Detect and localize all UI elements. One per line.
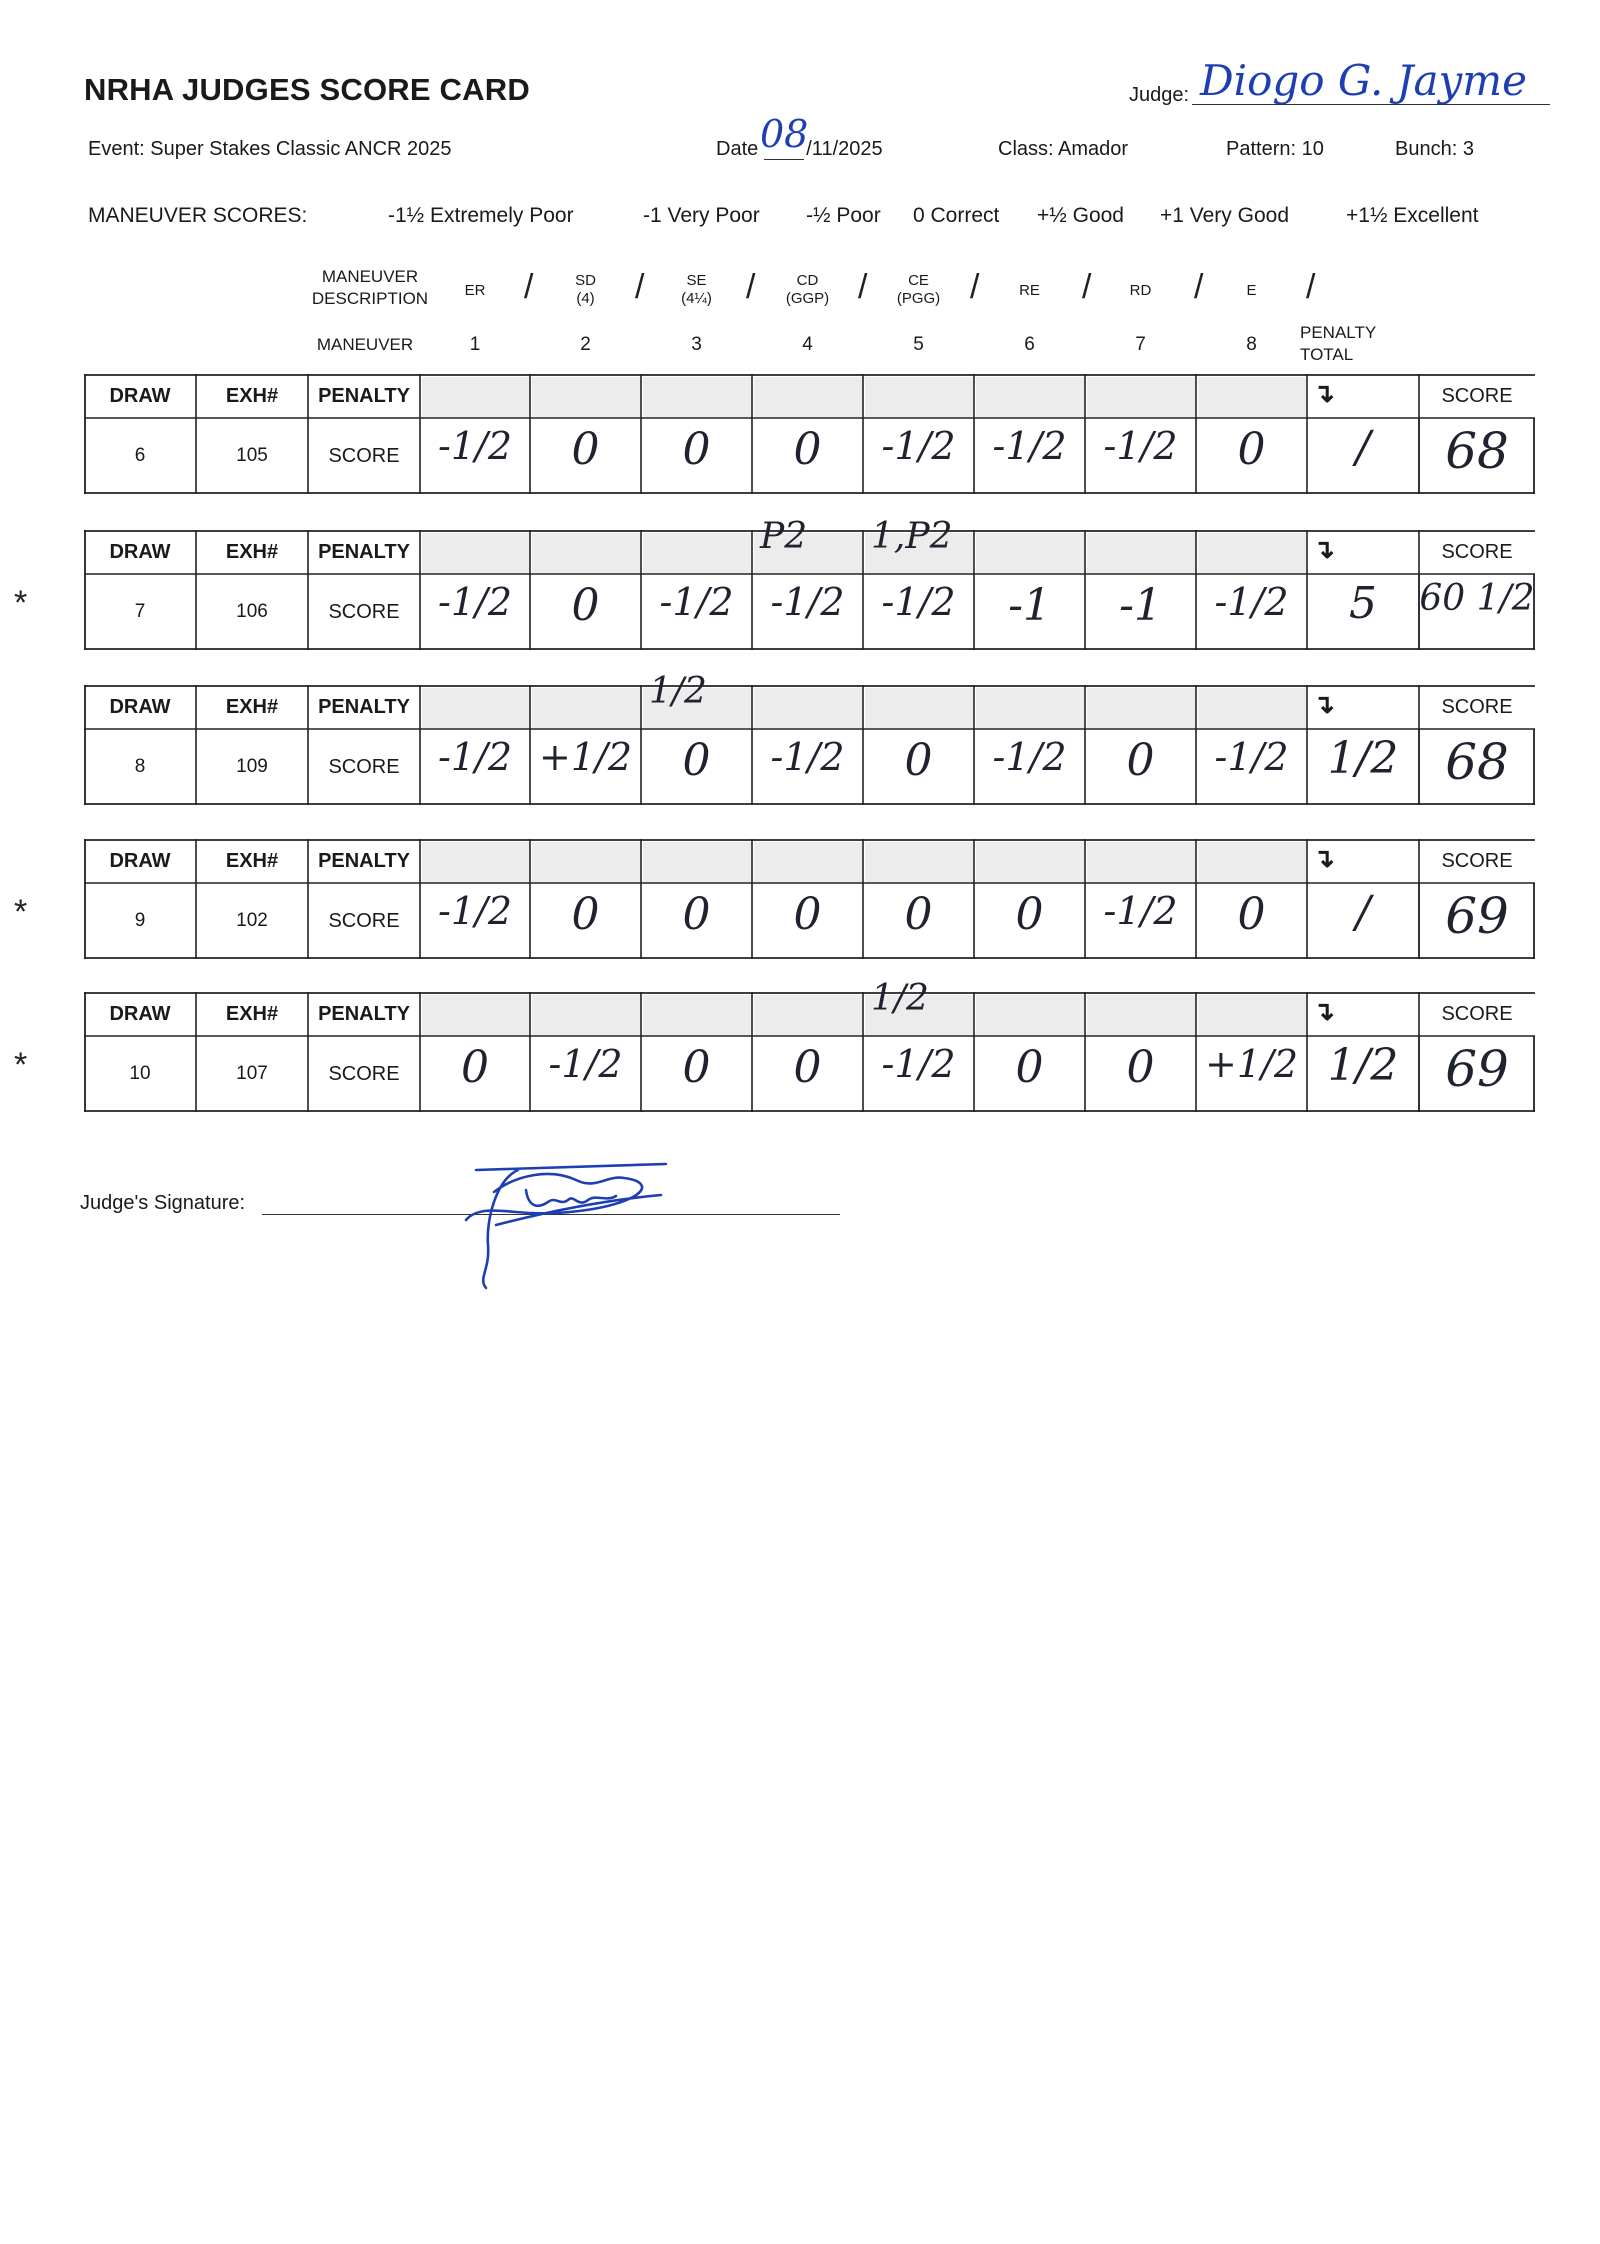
maneuver-sub: (4¼): [681, 290, 712, 307]
exhibitor-number: 102: [236, 910, 268, 931]
maneuver-sub: (PGG): [896, 290, 941, 307]
maneuver-number-2: 2: [580, 334, 591, 355]
penalty-cell-7: [1087, 533, 1195, 573]
penalty-cell-2: [532, 842, 640, 882]
date-underline: [764, 159, 804, 160]
maneuver-label: MANEUVER: [316, 335, 414, 354]
maneuver-score-3[interactable]: 0: [682, 424, 711, 475]
penalty-cell-4: [754, 995, 862, 1035]
maneuver-score-5[interactable]: -1/2: [881, 580, 956, 624]
entry-block: [84, 671, 1535, 805]
penalty-mark-4: P2: [760, 516, 808, 557]
exh-header: EXH#: [225, 540, 279, 563]
penalty-cell-2: [532, 995, 640, 1035]
pattern-field: Pattern: 10: [1226, 138, 1324, 160]
penalty-cell-8: [1198, 995, 1306, 1035]
separator-slash: /: [970, 268, 980, 306]
maneuver-score-1[interactable]: -1/2: [438, 424, 512, 468]
date-day-handwritten: 08: [760, 112, 809, 156]
separator-slash: /: [746, 268, 756, 306]
penalty-cell-3: [643, 995, 751, 1035]
penalty-cell-5: [865, 842, 973, 882]
maneuver-abbr: E: [1246, 282, 1257, 299]
star-marker: *: [14, 1046, 28, 1084]
judge-label: Judge:: [1129, 84, 1190, 106]
maneuver-score-5[interactable]: 0: [904, 735, 933, 786]
maneuver-score-4[interactable]: 0: [793, 889, 822, 940]
penalty-cell-7: [1087, 842, 1195, 882]
maneuver-abbr: SD: [575, 272, 596, 289]
penalty-cell-7: [1087, 995, 1195, 1035]
maneuver-score-3[interactable]: 0: [682, 735, 711, 786]
legend-extremely-poor: -1½ Extremely Poor: [388, 204, 574, 227]
maneuver-number-1: 1: [469, 334, 481, 355]
final-score[interactable]: 60 1/2: [1419, 578, 1535, 619]
maneuver-score-8[interactable]: +1/2: [1205, 1042, 1298, 1086]
exh-header: EXH#: [225, 1002, 279, 1025]
separator-slash: /: [1194, 268, 1204, 306]
penalty-cell-8: [1198, 533, 1306, 573]
exhibitor-number: 107: [236, 1063, 268, 1084]
maneuver-score-5[interactable]: -1/2: [881, 424, 956, 468]
final-score[interactable]: 69: [1445, 887, 1509, 945]
draw-number: 10: [129, 1063, 151, 1084]
penalty-cell-7: [1087, 377, 1195, 417]
score-column-header: SCORE: [1441, 849, 1513, 872]
draw-header: DRAW: [109, 540, 171, 563]
maneuver-score-2[interactable]: +1/2: [539, 735, 632, 779]
exh-header: EXH#: [225, 849, 279, 872]
penalty-mark-3: 1/2: [649, 671, 707, 712]
maneuver-abbr: RE: [1019, 282, 1040, 299]
penalty-cell-2: [532, 533, 640, 573]
separator-slash: /: [858, 268, 868, 306]
maneuver-score-2[interactable]: 0: [571, 424, 600, 475]
penalty-total-label: PENALTY TOTAL: [1300, 323, 1377, 364]
penalty-cell-3: [643, 533, 751, 573]
draw-header: DRAW: [109, 1002, 171, 1025]
maneuver-score-3[interactable]: 0: [682, 1042, 711, 1093]
separator-slash: /: [524, 268, 534, 306]
penalty-cell-6: [976, 688, 1084, 728]
penalty-cell-3: [643, 842, 751, 882]
draw-number: 8: [134, 756, 146, 777]
exh-header: EXH#: [225, 695, 279, 718]
maneuver-abbr: CE: [908, 272, 929, 289]
date-rest: /11/2025: [806, 138, 883, 160]
maneuver-score-8[interactable]: -1/2: [1214, 735, 1289, 779]
maneuver-number-3: 3: [691, 334, 702, 355]
penalty-total-value[interactable]: /: [1355, 887, 1371, 938]
maneuver-description-5: [863, 272, 974, 308]
maneuver-number-7: 7: [1135, 334, 1146, 355]
exhibitor-number: 109: [236, 756, 268, 777]
entry-block: [84, 374, 1535, 494]
maneuver-score-8[interactable]: 0: [1237, 424, 1266, 475]
separator-slash: /: [1082, 268, 1092, 306]
maneuver-score-1[interactable]: 0: [461, 1042, 489, 1093]
maneuver-score-3[interactable]: 0: [682, 889, 711, 940]
legend-good: +½ Good: [1037, 204, 1124, 227]
penalty-total-value[interactable]: 1/2: [1327, 733, 1399, 784]
maneuver-score-1[interactable]: -1/2: [438, 580, 512, 624]
entry-block: [84, 839, 1535, 959]
maneuver-abbr: ER: [464, 282, 486, 299]
draw-number: 7: [134, 601, 146, 622]
maneuver-score-1[interactable]: -1/2: [438, 735, 512, 779]
legend-very-poor: -1 Very Poor: [643, 204, 760, 227]
penalty-header: PENALTY: [318, 849, 410, 872]
maneuver-description-6: [974, 282, 1085, 300]
maneuver-score-6[interactable]: 0: [1015, 1042, 1044, 1093]
penalty-cell-1: [422, 688, 529, 728]
penalty-cell-8: [1198, 688, 1306, 728]
maneuver-score-2[interactable]: -1/2: [548, 1042, 623, 1086]
exhibitor-number: 105: [236, 445, 268, 466]
maneuver-score-8[interactable]: 0: [1237, 889, 1266, 940]
maneuver-description-label: MANEUVER DESCRIPTION: [311, 267, 429, 308]
draw-header: DRAW: [109, 695, 171, 718]
date-label: Date: [716, 138, 759, 160]
maneuver-score-8[interactable]: -1/2: [1214, 580, 1289, 624]
penalty-cell-1: [422, 995, 529, 1035]
maneuver-score-6[interactable]: -1: [1008, 580, 1051, 631]
penalty-header: PENALTY: [318, 384, 410, 407]
draw-header: DRAW: [109, 384, 171, 407]
maneuver-scores-label: MANEUVER SCORES:: [88, 204, 308, 227]
penalty-cell-8: [1198, 377, 1306, 417]
page-title: NRHA JUDGES SCORE CARD: [84, 72, 530, 107]
maneuver-score-7[interactable]: -1: [1119, 580, 1162, 631]
legend-correct: 0 Correct: [913, 204, 1000, 227]
penalty-cell-4: [754, 842, 862, 882]
draw-number: 6: [134, 445, 146, 466]
penalty-total-value[interactable]: /: [1355, 422, 1371, 473]
maneuver-score-5[interactable]: 0: [904, 889, 933, 940]
penalty-header: PENALTY: [318, 695, 410, 718]
maneuver-score-7[interactable]: 0: [1126, 1042, 1155, 1093]
separator-slash: /: [1306, 268, 1316, 306]
maneuver-score-7[interactable]: 0: [1126, 735, 1155, 786]
legend-excellent: +1½ Excellent: [1346, 204, 1479, 227]
penalty-cell-3: [643, 377, 751, 417]
legend-very-good: +1 Very Good: [1160, 204, 1290, 227]
penalty-header: PENALTY: [318, 540, 410, 563]
maneuver-description-1: [420, 282, 530, 300]
maneuver-number-4: 4: [802, 334, 813, 355]
maneuver-score-6[interactable]: -1/2: [992, 424, 1067, 468]
maneuver-abbr: CD: [796, 272, 819, 289]
penalty-cell-4: [754, 688, 862, 728]
penalty-arrow-icon: ↴: [1313, 996, 1335, 1026]
penalty-cell-8: [1198, 842, 1306, 882]
penalty-cell-5: [865, 377, 973, 417]
maneuver-score-4[interactable]: 0: [793, 424, 822, 475]
penalty-cell-4: [754, 377, 862, 417]
maneuver-number-8: 8: [1246, 334, 1257, 355]
penalty-cell-6: [976, 377, 1084, 417]
penalty-cell-5: [865, 688, 973, 728]
score-row-label: SCORE: [328, 444, 400, 467]
penalty-cell-1: [422, 377, 529, 417]
exh-header: EXH#: [225, 384, 279, 407]
signature-scribble: [456, 1150, 686, 1290]
event-name: Event: Super Stakes Classic ANCR 2025: [88, 138, 452, 160]
judge-name-handwritten: Diogo G. Jayme: [1200, 56, 1527, 105]
entry-block: [84, 978, 1535, 1112]
score-column-header: SCORE: [1441, 540, 1513, 563]
signature-label: Judge's Signature:: [80, 1192, 246, 1214]
final-score[interactable]: 69: [1445, 1040, 1509, 1098]
exhibitor-number: 106: [236, 601, 268, 622]
draw-header: DRAW: [109, 849, 171, 872]
penalty-arrow-icon: ↴: [1313, 843, 1335, 873]
maneuver-score-4[interactable]: 0: [793, 1042, 822, 1093]
penalty-total-value[interactable]: 1/2: [1327, 1040, 1399, 1091]
maneuver-score-3[interactable]: -1/2: [659, 580, 734, 624]
maneuver-score-7[interactable]: -1/2: [1103, 889, 1178, 933]
maneuver-score-5[interactable]: -1/2: [881, 1042, 956, 1086]
penalty-arrow-icon: ↴: [1313, 378, 1335, 408]
penalty-mark-5: 1,P2: [871, 516, 953, 557]
maneuver-score-1[interactable]: -1/2: [438, 889, 512, 933]
maneuver-score-6[interactable]: -1/2: [992, 735, 1067, 779]
maneuver-number-5: 5: [913, 334, 924, 355]
penalty-cell-7: [1087, 688, 1195, 728]
maneuver-sub: (4): [576, 290, 595, 307]
penalty-cell-6: [976, 995, 1084, 1035]
penalty-total-value[interactable]: 5: [1349, 578, 1377, 629]
score-column-header: SCORE: [1441, 384, 1513, 407]
penalty-arrow-icon: ↴: [1313, 534, 1335, 564]
maneuver-score-4[interactable]: -1/2: [770, 580, 845, 624]
penalty-header: PENALTY: [318, 1002, 410, 1025]
penalty-cell-6: [976, 533, 1084, 573]
score-column-header: SCORE: [1441, 695, 1513, 718]
star-marker: *: [14, 893, 28, 931]
maneuver-description-4: [752, 272, 863, 308]
maneuver-description-3: [641, 272, 752, 308]
score-row-label: SCORE: [328, 909, 400, 932]
final-score[interactable]: 68: [1445, 422, 1509, 480]
maneuver-score-6[interactable]: 0: [1015, 889, 1044, 940]
entry-block: [84, 516, 1535, 650]
penalty-mark-5: 1/2: [871, 978, 929, 1019]
star-marker: *: [14, 584, 28, 622]
maneuver-score-2[interactable]: 0: [571, 889, 600, 940]
score-row-label: SCORE: [328, 600, 400, 623]
maneuver-sub: (GGP): [785, 290, 830, 307]
class-field: Class: Amador: [998, 138, 1129, 160]
penalty-cell-6: [976, 842, 1084, 882]
penalty-arrow-icon: ↴: [1313, 689, 1335, 719]
penalty-cell-2: [532, 377, 640, 417]
penalty-cell-1: [422, 842, 529, 882]
legend-poor: -½ Poor: [806, 204, 881, 227]
maneuver-description-2: [530, 272, 641, 308]
maneuver-score-4[interactable]: -1/2: [770, 735, 845, 779]
penalty-cell-1: [422, 533, 529, 573]
separator-slash: /: [635, 268, 645, 306]
maneuver-score-2[interactable]: 0: [571, 580, 600, 631]
final-score[interactable]: 68: [1445, 733, 1509, 791]
maneuver-score-7[interactable]: -1/2: [1103, 424, 1178, 468]
draw-number: 9: [134, 910, 146, 931]
maneuver-description-7: [1085, 282, 1196, 300]
bunch-field: Bunch: 3: [1395, 138, 1474, 160]
score-column-header: SCORE: [1441, 1002, 1513, 1025]
penalty-cell-2: [532, 688, 640, 728]
maneuver-description-8: [1196, 282, 1307, 300]
maneuver-abbr: RD: [1129, 282, 1152, 299]
maneuver-abbr: SE: [686, 272, 707, 289]
maneuver-number-6: 6: [1024, 334, 1035, 355]
score-row-label: SCORE: [328, 755, 400, 778]
score-row-label: SCORE: [328, 1062, 400, 1085]
